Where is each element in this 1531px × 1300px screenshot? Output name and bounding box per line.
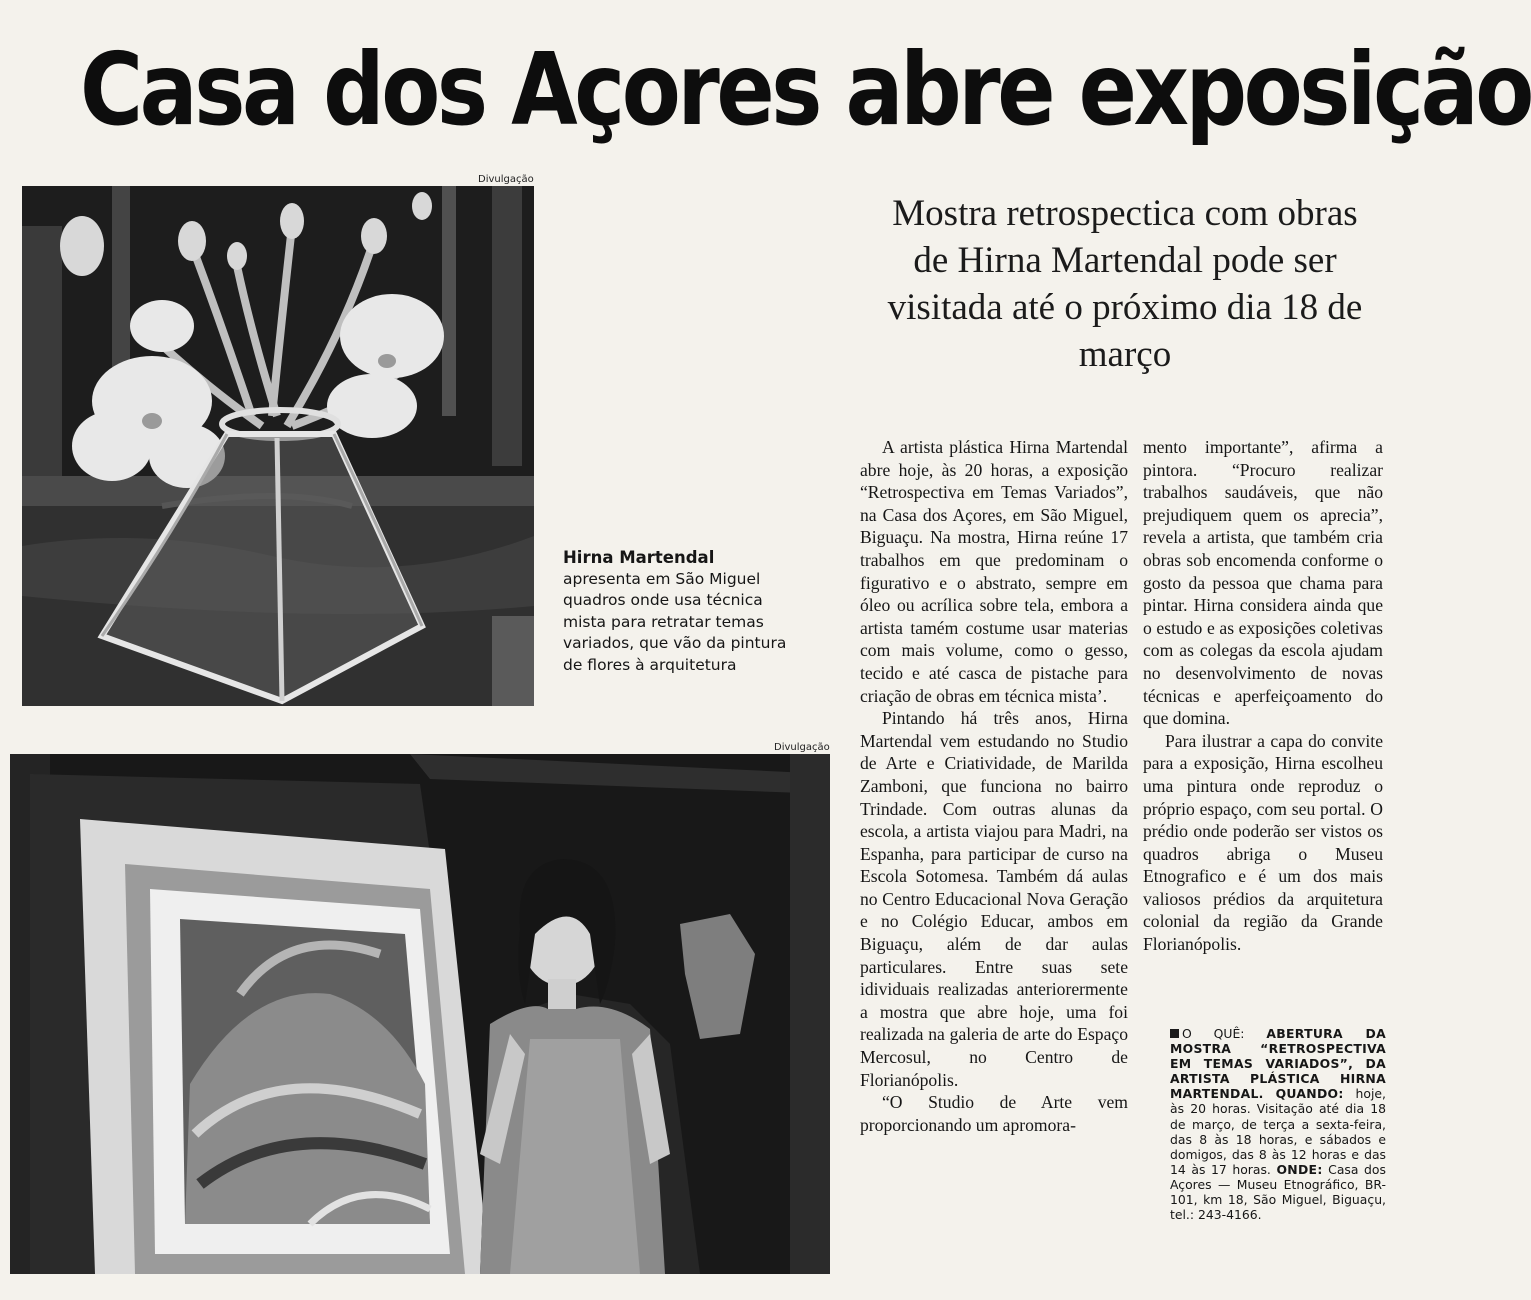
body-paragraph: mento importante”, afirma a pintora. “Procuro realizar trabalhos saudáveis, que não prejudiquem quem os aprecia”, revela a artista, que também cria obras sob encomenda conforme o gosto da pessoa que chama para pintar. Hirna considera ainda que o estudo e as exposições coletivas com as colegas da escola ajudam no desenvolvimento de novas técnicas e aperfeiçoamento do que domina.	[1143, 437, 1383, 729]
body-paragraph: Para ilustrar a capa do convite para a exposição, Hirna escolheu uma pintura onde reproduz o próprio espaço, com seu portal. O prédio onde poderão ser vistos os quadros abriga o Museu Etnografico e é um dos mais valiosos prédios da arquitetura colonial da região da Grande Florianópolis.	[1143, 730, 1383, 955]
body-paragraph: “O Studio de Arte vem proporcionando um apromora-	[860, 1092, 1128, 1135]
body-paragraph: A artista plástica Hirna Martendal abre hoje, às 20 horas, a exposição “Retrospectiva em Temas Variados”, na Casa dos Açores, em São Miguel, Biguaçu. Na mostra, Hirna reúne 17 trabalhos em que predominam o figurativo e o abstrato, sempre em óleo ou acrílica sobre tela, embora a artista tamém costume usar materias com mais volume, como o gesso, tecido e até casca de pistache para criação de obras em técnica mista’.	[860, 437, 1128, 706]
info-when-text: hoje, às 20 horas. Visitação até dia 18 de março, de terça a sexta-feira, das 8 às 18 horas, e sábados e domigos, das 8 às 12 horas e das 14 às 17 horas.	[1170, 1086, 1386, 1177]
photo-caption	[563, 547, 803, 676]
article-body-left-column	[860, 436, 1128, 1286]
event-info-box	[1170, 1026, 1386, 1222]
caption-text: apresenta em São Miguel quadros onde usa técnica mista para retratar temas variados, que vão da pintura de flores à arquitetura	[563, 569, 787, 674]
photo-credit-bottom: Divulgação	[774, 742, 830, 753]
flower-painting-illustration	[22, 186, 534, 706]
info-when-label: QUANDO:	[1275, 1086, 1344, 1102]
square-bullet-icon	[1170, 1029, 1179, 1038]
flower-painting-photo	[22, 186, 534, 706]
photo-credit-top: Divulgação	[478, 174, 534, 185]
subheadline: Mostra retrospectica com obras de Hirna Martendal pode ser visitada até o próximo dia 18 de março	[887, 193, 1363, 375]
info-where-label: ONDE:	[1276, 1161, 1323, 1177]
artist-with-painting-illustration	[10, 754, 830, 1274]
artist-portrait-photo	[10, 754, 830, 1274]
body-paragraph: Pintando há três anos, Hirna Martendal vem estudando no Studio de Arte e Criatividade, de Marilda Zamboni, que funciona no bairro Trindade. Com outras alunas da escola, a artista viajou para Madri, na Espanha, para participar de curso na Escola Sotomesa. Também dá aulas no Centro Educacional Nova Geração e no Colégio Educar, ambos em Biguaçu, além de dar aulas particulares. Entre suas sete idividuais realizadas anteriorermente a mostra que abre hoje, uma foi realizada na galeria de arte do Espaço Mercosul, no Centro de Florianópolis.	[860, 708, 1128, 1090]
caption-name: Hirna Martendal	[563, 548, 715, 567]
info-what-label: O QUÊ:	[1182, 1026, 1245, 1041]
article-body-right-column	[1143, 436, 1383, 955]
info-where-text: Casa dos Açores — Museu Etnográfico, BR-101, km 18, São Miguel, Biguaçu, tel.: 243-4166.	[1170, 1161, 1386, 1223]
info-what-text: ABERTURA DA MOSTRA “RETROSPECTIVA EM TEMAS VARIADOS”, DA ARTISTA PLÁSTICA HIRNA MARTENDAL.	[1170, 1026, 1386, 1102]
headline: Casa dos Açores abre exposição	[80, 31, 1531, 148]
